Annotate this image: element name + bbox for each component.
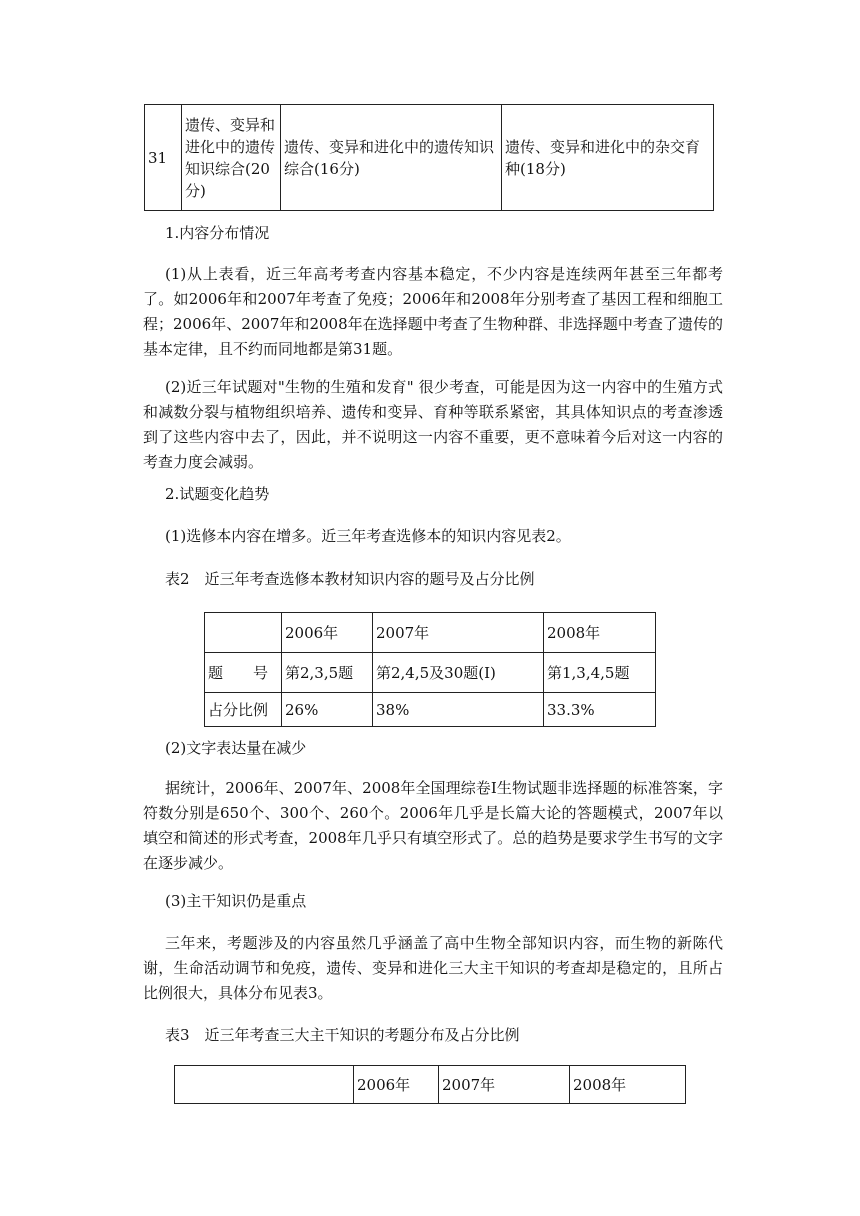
section1-heading: 1.内容分布情况	[165, 224, 270, 242]
table3-header-blank	[175, 1066, 354, 1104]
table1-2007-cell: 遗传、变异和进化中的遗传知识综合(16分)	[281, 105, 502, 211]
table2-row-label: 占分比例	[205, 693, 282, 727]
table2	[204, 612, 656, 727]
table2-header-2007: 2007年	[373, 613, 544, 653]
table1	[144, 104, 714, 211]
sub-heading-elective: (1)选修本内容在增多。近三年考查选修本的知识内容见表2。	[165, 527, 571, 545]
section2-heading: 2.试题变化趋势	[165, 485, 270, 503]
table-row	[175, 1066, 686, 1104]
paragraph-content-stable: (1)从上表看，近三年高考考查内容基本稳定，不少内容是连续两年甚至三年都考了。如2006年和2007年考查了免疫；2006年和2008年分别考查了基因工程和细胞工程；2006年、2007年和2008年在选择题中考查了生物种群、非选择题中考查了遗传的基本定律，且不约而同地都是第31题。	[143, 265, 723, 358]
paragraph-reproduction: (2)近三年试题对"生物的生殖和发育" 很少考查，可能是因为这一内容中的生殖方式和减数分裂与植物组织培养、遗传和变异、育种等联系紧密，其具体知识点的考查渗透到了这些内容中去了，因此，并不说明这一内容不重要，更不意味着今后对这一内容的考查力度会减弱。	[143, 378, 723, 471]
table2-row-label: 题 号	[205, 653, 282, 693]
table1-2006-cell: 遗传、变异和进化中的遗传知识综合(20分)	[182, 105, 281, 211]
sub-heading-text-volume: (2)文字表达量在减少	[165, 739, 307, 757]
table3-header-2007: 2007年	[439, 1066, 570, 1104]
sub-heading-main-knowledge: (3)主干知识仍是重点	[165, 892, 307, 910]
table2-header-2008: 2008年	[544, 613, 656, 653]
table-row	[205, 613, 656, 653]
table2-cell: 26%	[282, 693, 373, 727]
paragraph-statistics: 据统计，2006年、2007年、2008年全国理综卷Ⅰ生物试题非选择题的标准答案，字符数分别是650个、300个、260个。2006年几乎是长篇大论的答题模式，2007年以填空和简述的形式考查，2008年几乎只有填空形式了。总的趋势是要求学生书写的文字在逐步减少。	[143, 779, 723, 872]
table3-header-2008: 2008年	[570, 1066, 686, 1104]
table-row	[205, 693, 656, 727]
table1-2008-cell: 遗传、变异和进化中的杂交育种(18分)	[502, 105, 714, 211]
table2-cell: 38%	[373, 693, 544, 727]
table-row	[145, 105, 714, 211]
table2-header-2006: 2006年	[282, 613, 373, 653]
table2-cell: 第2,4,5及30题(Ⅰ)	[373, 653, 544, 693]
table3-header-2006: 2006年	[354, 1066, 439, 1104]
table2-header-blank	[205, 613, 282, 653]
table2-caption: 表2 近三年考查选修本教材知识内容的题号及占分比例	[165, 570, 535, 588]
table2-cell: 33.3%	[544, 693, 656, 727]
table3	[174, 1065, 686, 1104]
table3-caption: 表3 近三年考查三大主干知识的考题分布及占分比例	[165, 1026, 520, 1044]
table1-num-cell: 31	[145, 105, 182, 211]
table2-cell: 第1,3,4,5题	[544, 653, 656, 693]
paragraph-three-years: 三年来，考题涉及的内容虽然几乎涵盖了高中生物全部知识内容，而生物的新陈代谢，生命活动调节和免疫，遗传、变异和进化三大主干知识的考查却是稳定的，且所占比例很大，具体分布见表3。	[143, 934, 723, 1002]
table-row	[205, 653, 656, 693]
table2-cell: 第2,3,5题	[282, 653, 373, 693]
